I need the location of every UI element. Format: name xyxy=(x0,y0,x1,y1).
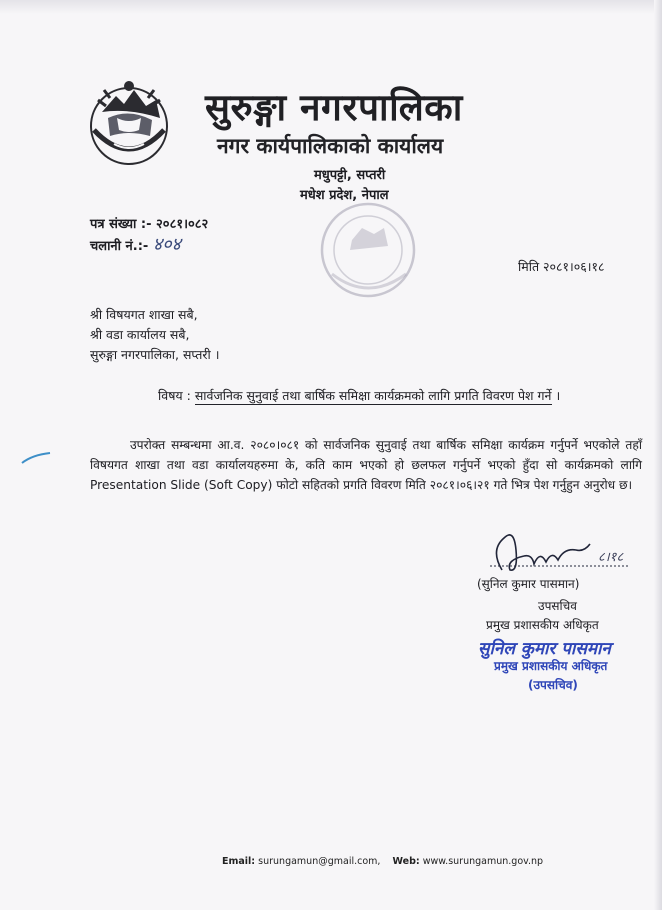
reference-number xyxy=(90,214,208,232)
email-label: Email: xyxy=(222,856,256,867)
patra-value: २०८१।०८२ xyxy=(156,217,209,232)
municipality-title: सुरुङ्गा नगरपालिका xyxy=(205,86,463,129)
signature-date: ८।१८ xyxy=(598,550,624,565)
office-title: नगर कार्यपालिकाको कार्यालय xyxy=(217,134,444,158)
footer-contact xyxy=(222,856,543,867)
blue-stamp-rank: (उपसचिव) xyxy=(528,678,578,692)
address-line-2: मधेश प्रदेश, नेपाल xyxy=(300,188,389,203)
web-label: Web: xyxy=(392,856,420,867)
blue-stamp-name: सुनिल कुमार पासमान xyxy=(478,639,611,659)
email-link[interactable]: surungamun@gmail.com, xyxy=(258,856,381,867)
recipient-line-1: श्री विषयगत शाखा सबै, xyxy=(90,307,198,322)
signatory-title: उपसचिव xyxy=(538,599,577,613)
signatory-name: (सुनिल कुमार पासमान) xyxy=(477,577,580,591)
signatory-position: प्रमुख प्रशासकीय अधिकृत xyxy=(486,618,599,632)
subject-text: सार्वजनिक सुनुवाई तथा बार्षिक समिक्षा कार्यक्रमको लागि प्रगति विवरण पेश गर्ने xyxy=(194,388,552,403)
subject-line xyxy=(158,387,560,404)
letter-body: उपरोक्त सम्बन्धमा आ.व. २०८०।०८१ को सार्वजनिक सुनुवाई तथा बार्षिक समिक्षा कार्यक्रम गर्नुपर्ने भएकोले तहाँ विषयगत शाखा तथा वडा कार्यालयहरुमा के, कति काम भएको हो छलफल गर्नुपर्ने भएको हुँदा सो कार्यक्रमको लागि Presentation Slide (Soft Copy) फोटो सहितको प्रगति विवरण मिति २०८१।०६।२१ गते भित्र पेश गर्नुहुन अनुरोध छ। xyxy=(90,438,642,492)
blue-stamp-title: प्रमुख प्रशासकीय अधिकृत xyxy=(494,659,608,673)
subject-end: । xyxy=(555,388,561,403)
chalani-label: चलानी नं.:- xyxy=(90,239,149,254)
recipient-line-3: सुरुङ्गा नगरपालिका, सप्तरी । xyxy=(90,347,220,362)
margin-tick-mark xyxy=(20,449,54,469)
web-link[interactable]: www.surungamun.gov.np xyxy=(422,856,544,867)
recipient-line-2: श्री वडा कार्यालय सबै, xyxy=(90,327,190,342)
nepal-emblem-icon xyxy=(84,78,174,168)
subject-label: विषय : xyxy=(158,388,191,403)
address-line-1: मधुपट्टी, सप्तरी xyxy=(314,168,386,183)
letter-date: मिति २०८१।०६।१८ xyxy=(518,259,605,274)
chalani-number xyxy=(90,232,181,256)
scan-top-shadow xyxy=(0,0,662,14)
office-seal-stamp xyxy=(302,200,432,302)
chalani-value: ४०४ xyxy=(152,234,181,255)
scan-right-shadow xyxy=(654,0,662,910)
patra-label: पत्र संख्या :- xyxy=(90,217,152,232)
